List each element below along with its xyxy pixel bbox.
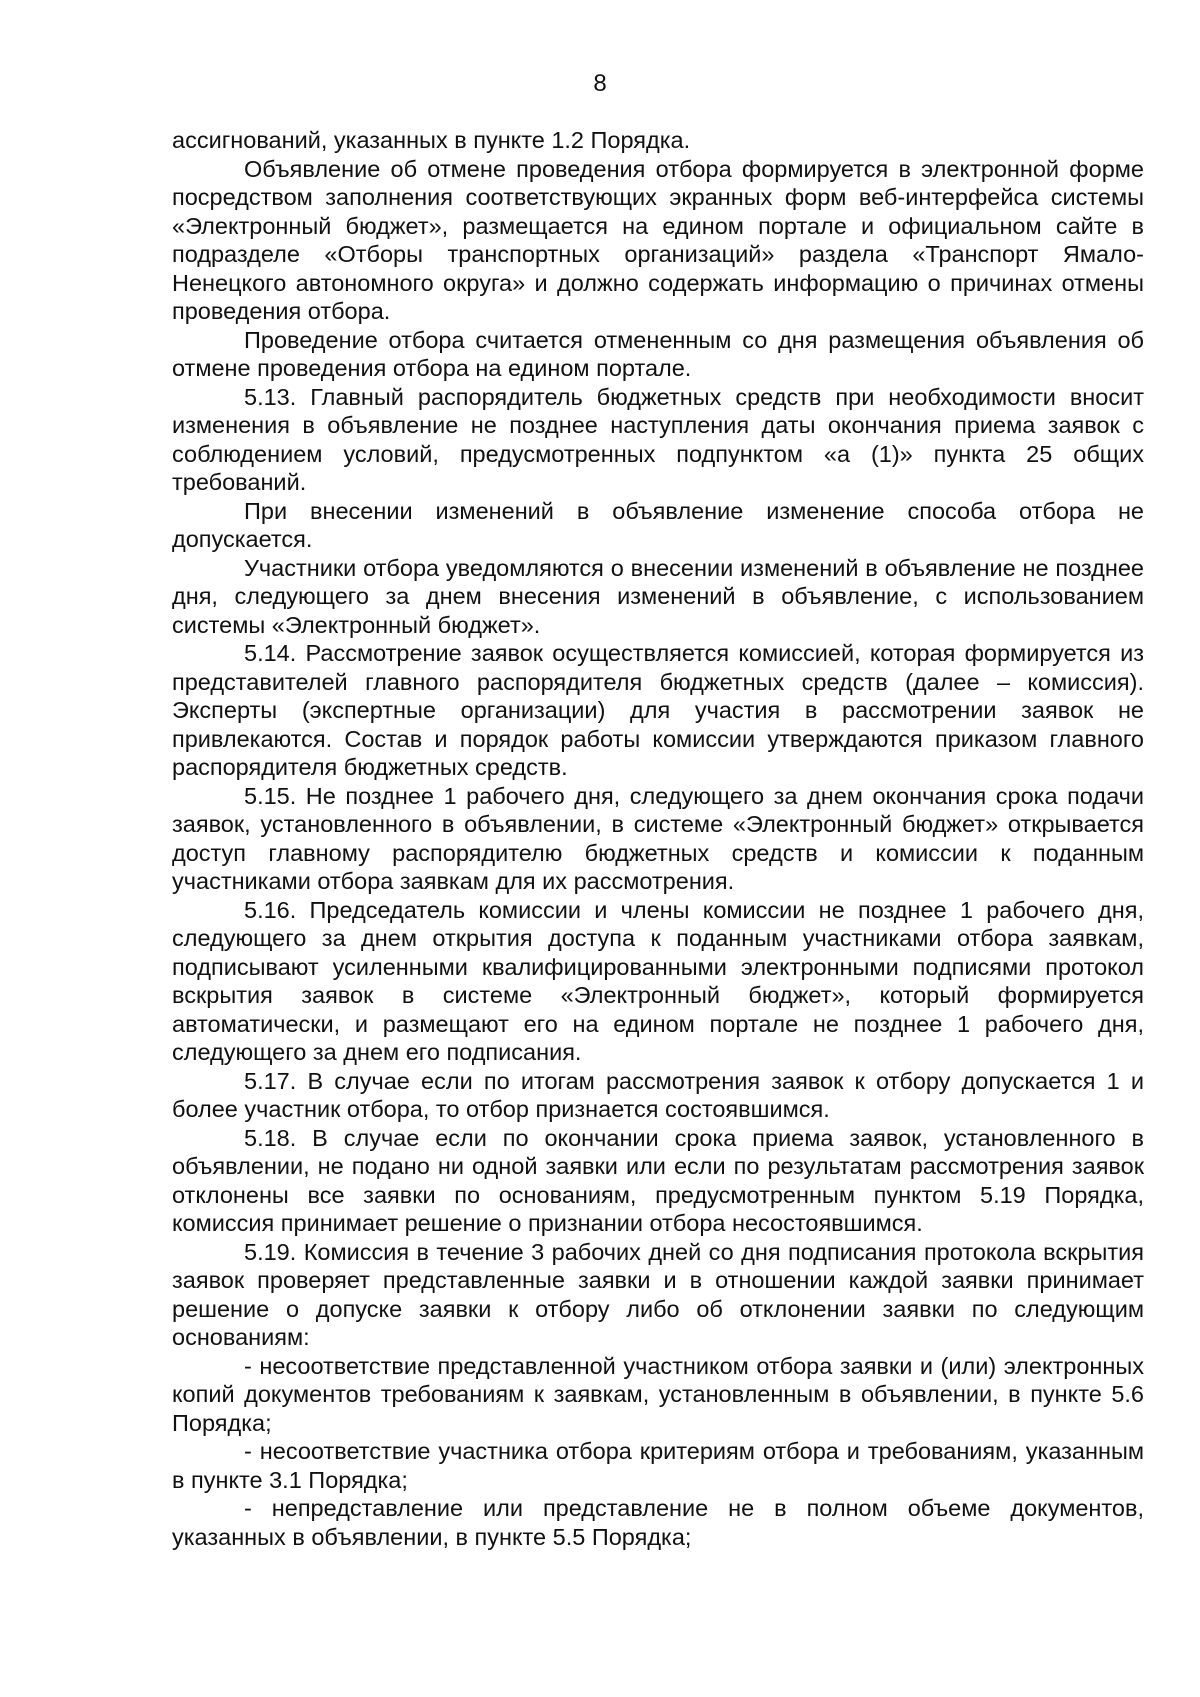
paragraph-method-change: При внесении изменений в объявление изменение способа отбора не допускается. xyxy=(172,497,1144,552)
paragraph-5-14: 5.14. Рассмотрение заявок осуществляется комиссией, которая формируется из представителей главного распорядителя бюджетных средств (далее – комиссия). Эксперты (экспертные организации) для участия в рассмотрении заявок не привлекаются. Состав и порядок работы комиссии утверждаются приказом главного распорядителя бюджетных средств. xyxy=(172,640,1144,780)
paragraph-5-15: 5.15. Не позднее 1 рабочего дня, следующего за днем окончания срока подачи заявок, установленного в объявлении, в системе «Электронный бюджет» открывается доступ главному распорядителю бюджетных средств и комиссии к поданным участниками отбора заявкам для их рассмотрения. xyxy=(172,782,1144,894)
list-item-rejection-ground: - непредставление или представление не в полном объеме документов, указанных в объявлении, в пункте 5.5 Порядка; xyxy=(172,1495,1144,1550)
paragraph-cancellation-notice: Объявление об отмене проведения отбора формируется в электронной форме посредством заполнения соответствующих экранных форм веб-интерфейса системы «Электронный бюджет», размещается на едином портале и официальном сайте в подразделе «Отборы транспортных организаций» раздела «Транспорт Ямало-Ненецкого автономного округа» и должно содержать информацию о причинах отмены проведения отбора. xyxy=(172,155,1144,324)
paragraph-5-19: 5.19. Комиссия в течение 3 рабочих дней со дня подписания протокола вскрытия заявок проверяет представленные заявки и в отношении каждой заявки принимает решение о допуске заявки к отбору либо об отклонении заявки по следующим основаниям: xyxy=(172,1238,1144,1350)
paragraph-5-16: 5.16. Председатель комиссии и члены комиссии не позднее 1 рабочего дня, следующего за днем открытия доступа к поданным участниками отбора заявкам, подписывают усиленными квалифицированными электронными подписями протокол вскрытия заявок в системе «Электронный бюджет», который формируется автоматически, и размещают его на едином портале не позднее 1 рабочего дня, следующего за днем его подписания. xyxy=(172,896,1144,1065)
page-number: 8 xyxy=(593,70,607,97)
list-item-rejection-ground: - несоответствие участника отбора критериям отбора и требованиям, указанным в пункте 3.1 Порядка; xyxy=(172,1438,1144,1493)
paragraph-5-17: 5.17. В случае если по итогам рассмотрения заявок к отбору допускается 1 и более участник отбора, то отбор признается состоявшимся. xyxy=(172,1067,1144,1122)
list-item-rejection-ground: - несоответствие представленной участником отбора заявки и (или) электронных копий документов требованиям к заявкам, установленным в объявлении, в пункте 5.6 Порядка; xyxy=(172,1352,1144,1436)
paragraph-participant-notification: Участники отбора уведомляются о внесении изменений в объявление не позднее дня, следующего за днем внесения изменений в объявление, с использованием системы «Электронный бюджет». xyxy=(172,554,1144,638)
paragraph-cancellation-effective: Проведение отбора считается отмененным со дня размещения объявления об отмене проведения отбора на едином портале. xyxy=(172,326,1144,381)
paragraph-5-13: 5.13. Главный распорядитель бюджетных средств при необходимости вносит изменения в объявление не позднее наступления даты окончания приема заявок с соблюдением условий, предусмотренных подпунктом «а (1)» пункта 25 общих требований. xyxy=(172,383,1144,495)
document-body xyxy=(172,126,1144,1551)
paragraph-5-18: 5.18. В случае если по окончании срока приема заявок, установленного в объявлении, не подано ни одной заявки или если по результатам рассмотрения заявок отклонены все заявки по основаниям, предусмотренным пунктом 5.19 Порядка, комиссия принимает решение о признании отбора несостоявшимся. xyxy=(172,1124,1144,1236)
paragraph-continuation: ассигнований, указанных в пункте 1.2 Порядка. xyxy=(172,127,691,153)
